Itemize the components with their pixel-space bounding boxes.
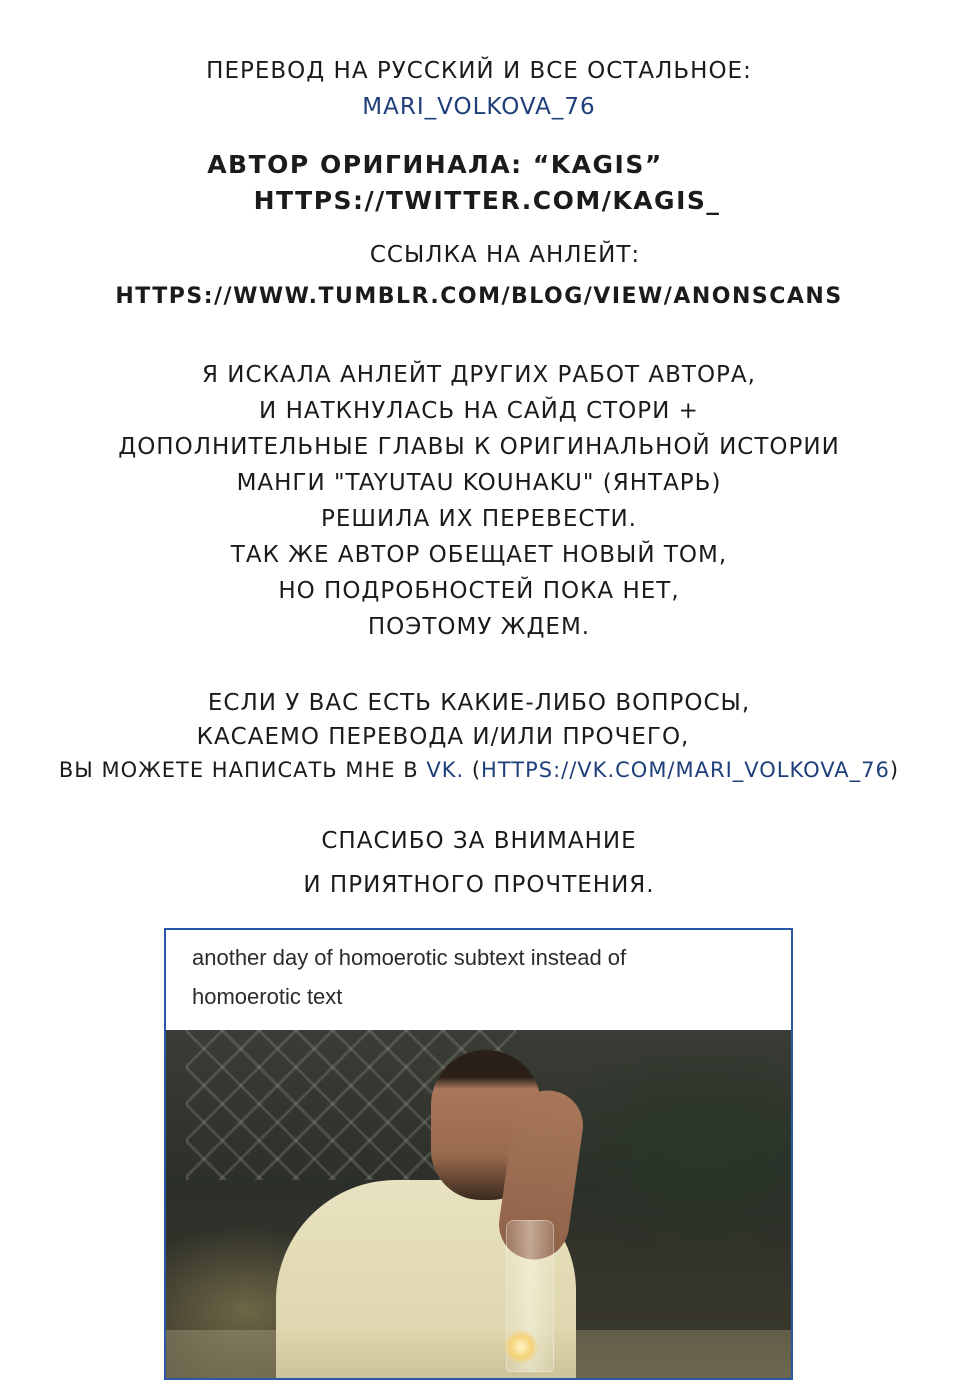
note-line-1: Я ИСКАЛА АНЛЕЙТ ДРУГИХ РАБОТ АВТОРА, — [202, 362, 756, 388]
scanlation-link[interactable]: HTTPS://WWW.TUMBLR.COM/BLOG/VIEW/ANONSCANS — [115, 284, 843, 309]
note-line-2: И НАТКНУЛАСЬ НА САЙД СТОРИ + — [259, 398, 699, 424]
contact-prefix: ВЫ МОЖЕТЕ НАПИСАТЬ МНЕ В — [58, 758, 427, 782]
candle-light — [504, 1330, 538, 1364]
note-line-6: ТАК ЖЕ АВТОР ОБЕЩАЕТ НОВЫЙ ТОМ, — [230, 542, 728, 568]
author-label: АВТОР ОРИГИНАЛА: “KAGIS” — [207, 150, 663, 179]
note-line-5: РЕШИЛА ИХ ПЕРЕВЕСТИ. — [321, 506, 637, 532]
note-line-8: ПОЭТОМУ ЖДЕМ. — [367, 614, 591, 640]
meme-caption — [192, 938, 772, 1016]
contact-line-1: ЕСЛИ У ВАС ЕСТЬ КАКИЕ-ЛИБО ВОПРОСЫ, — [207, 690, 751, 716]
note-line-3: ДОПОЛНИТЕЛЬНЫЕ ГЛАВЫ К ОРИГИНАЛЬНОЙ ИСТОРИИ — [118, 434, 840, 460]
meme-caption-line-2: homoerotic text — [192, 984, 343, 1009]
table-surface — [166, 1330, 791, 1380]
translator-name[interactable]: MARI_VOLKOVA_76 — [362, 94, 596, 120]
vk-label[interactable]: VK. — [426, 758, 465, 782]
meme-card — [164, 928, 793, 1380]
contact-line-2: КАСАЕМО ПЕРЕВОДА И/ИЛИ ПРОЧЕГО, — [196, 724, 690, 750]
note-line-4: МАНГИ "TAYUTAU KOUHAKU" (ЯНТАРЬ) — [236, 470, 722, 496]
closing-line-2: И ПРИЯТНОГО ПРОЧТЕНИЯ. — [303, 872, 655, 898]
vk-profile-link[interactable]: HTTPS://VK.COM/MARI_VOLKOVA_76 — [481, 758, 890, 782]
meme-caption-line-1: another day of homoerotic subtext instead of — [192, 945, 627, 970]
meme-photo — [166, 1030, 791, 1380]
closing-line-1: СПАСИБО ЗА ВНИМАНИЕ — [321, 828, 637, 854]
paren-close: ) — [889, 758, 900, 782]
paren-open: ( — [464, 758, 482, 782]
translator-label: ПЕРЕВОД НА РУССКИЙ И ВСЕ ОСТАЛЬНОЕ: — [206, 58, 752, 84]
scanlation-label: ССЫЛКА НА АНЛЕЙТ: — [369, 242, 641, 268]
note-line-7: НО ПОДРОБНОСТЕЙ ПОКА НЕТ, — [278, 578, 680, 604]
contact-line-3 — [0, 758, 958, 782]
author-twitter-link[interactable]: HTTPS://TWITTER.COM/KAGIS_ — [253, 186, 721, 215]
